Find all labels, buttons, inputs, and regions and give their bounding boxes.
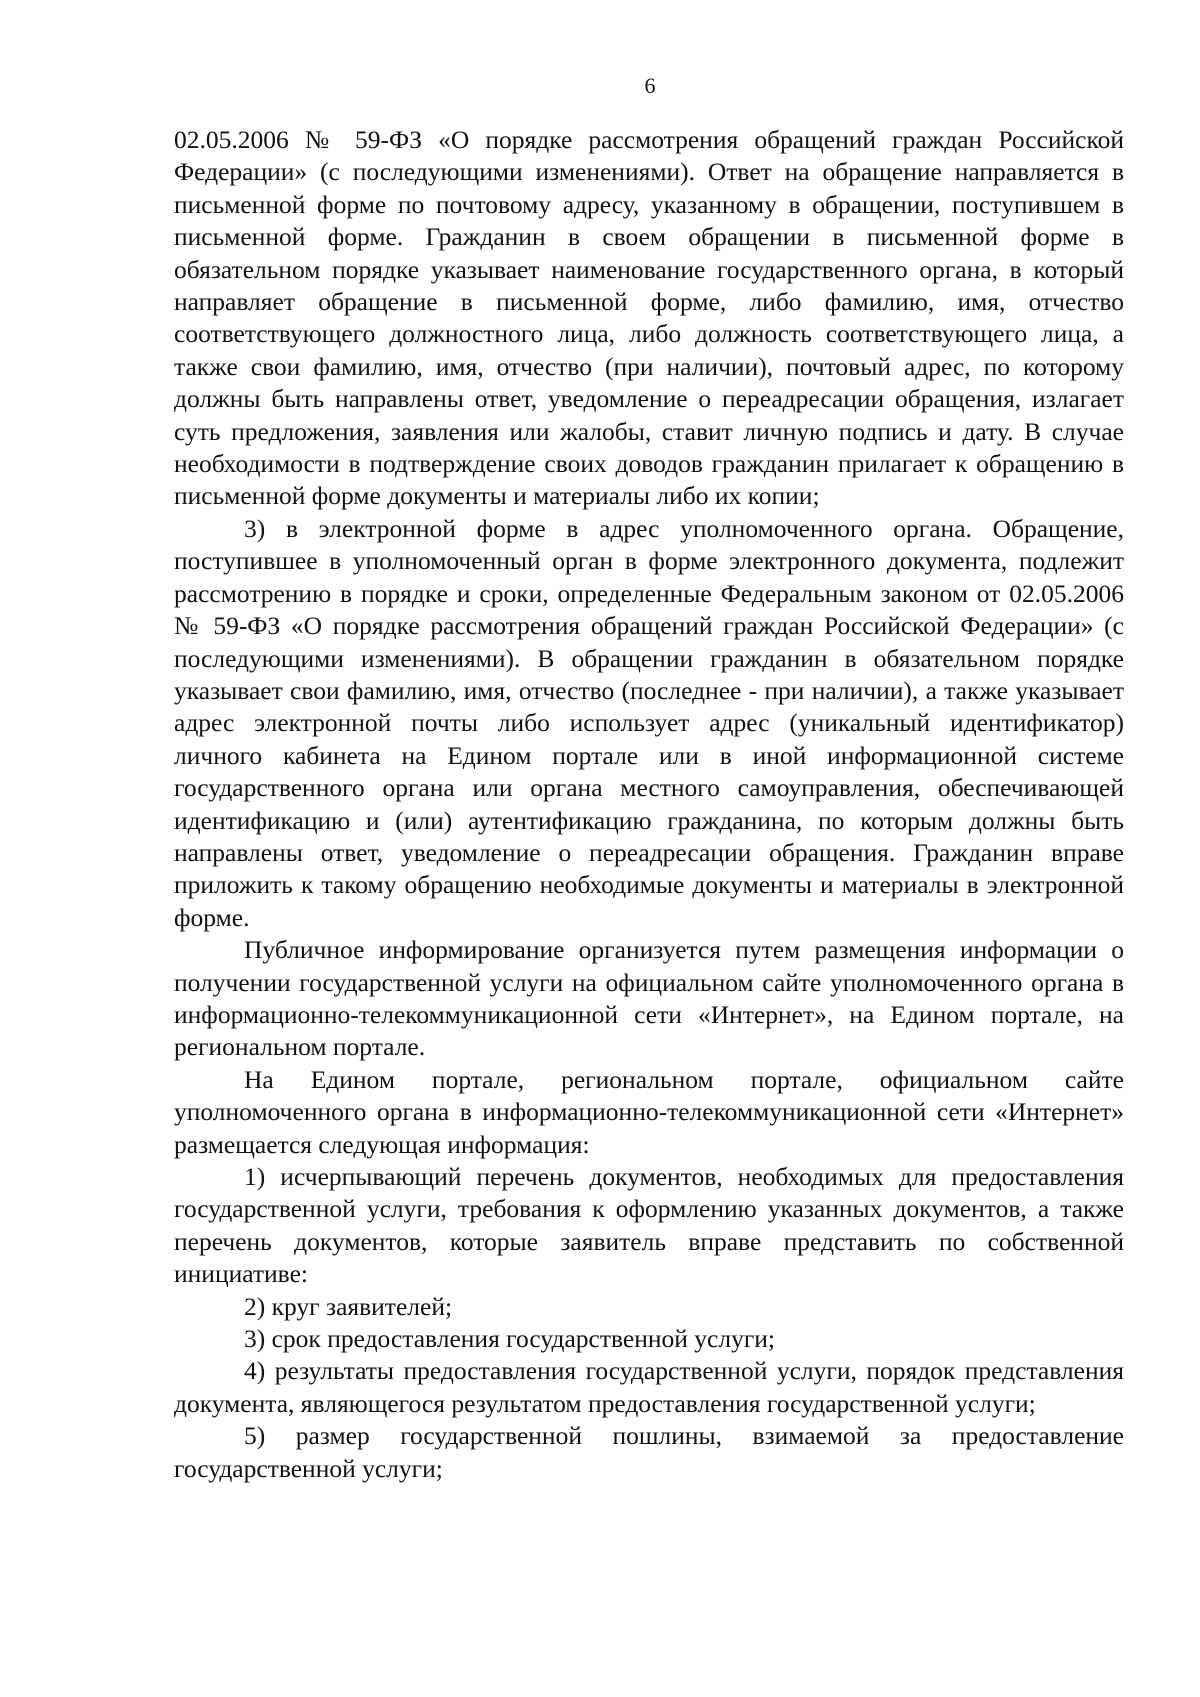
- paragraph-continuation: 02.05.2006 № 59-ФЗ «О порядке рассмотрения обращений граждан Российской Федерации» (с последующими изменениями). Ответ на обращение направляется в письменной форме по почтовому адресу, указанному в обращении, поступившем в письменной форме. Гражданин в своем обращении в письменной форме в обязательном порядке указывает наименование государственного органа, в который направляет обращение в письменной форме, либо фамилию, имя, отчество соответствующего должностного лица, либо должность соответствующего лица, а также свои фамилию, имя, отчество (при наличии), почтовый адрес, по которому должны быть направлены ответ, уведомление о переадресации обращения, излагает суть предложения, заявления или жалобы, ставит личную подпись и дату. В случае необходимости в подтверждение своих доводов гражданин прилагает к обращению в письменной форме документы и материалы либо их копии;: [174, 125, 1124, 511]
- page-number: 6: [644, 73, 656, 98]
- paragraph-portal-info-intro: На Едином портале, региональном портале, официальном сайте уполномоченного органа в информационно-телекоммуникационной сети «Интернет» размещается следующая информация:: [174, 1064, 1124, 1159]
- list-item-2: 2) круг заявителей;: [244, 1291, 453, 1321]
- document-body: [174, 124, 1124, 1485]
- list-item-1: 1) исчерпывающий перечень документов, необходимых для предоставления государственной услуги, требования к оформлению указанных документов, а также перечень документов, которые заявитель вправе представить по собственной инициативе:: [174, 1162, 1124, 1289]
- list-item-5: 5) размер государственной пошлины, взимаемой за предоставление государственной услуги;: [174, 1421, 1124, 1483]
- list-item-4: 4) результаты предоставления государственной услуги, порядок представления документа, являющегося результатом предоставления государственной услуги;: [174, 1356, 1124, 1418]
- paragraph-item-3-electronic: 3) в электронной форме в адрес уполномоченного органа. Обращение, поступившее в уполномоченный орган в форме электронного документа, подлежит рассмотрению в порядке и сроки, определенные Федеральным законом от 02.05.2006 № 59-ФЗ «О порядке рассмотрения обращений граждан Российской Федерации» (с последующими изменениями). В обращении гражданин в обязательном порядке указывает свои фамилию, имя, отчество (последнее - при наличии), а также указывает адрес электронной почты либо использует адрес (уникальный идентификатор) личного кабинета на Едином портале или в иной информационной системе государственного органа или органа местного самоуправления, обеспечивающей идентификацию и (или) аутентификацию гражданина, по которым должны быть направлены ответ, уведомление о переадресации обращения. Гражданин вправе приложить к такому обращению необходимые документы и материалы в электронной форме.: [174, 513, 1124, 932]
- list-item-3: 3) срок предоставления государственной услуги;: [244, 1324, 776, 1354]
- paragraph-public-informing: Публичное информирование организуется путем размещения информации о получении государственной услуги на официальном сайте уполномоченного органа в информационно-телекоммуникационной сети «Интернет», на Едином портале, на региональном портале.: [174, 935, 1124, 1062]
